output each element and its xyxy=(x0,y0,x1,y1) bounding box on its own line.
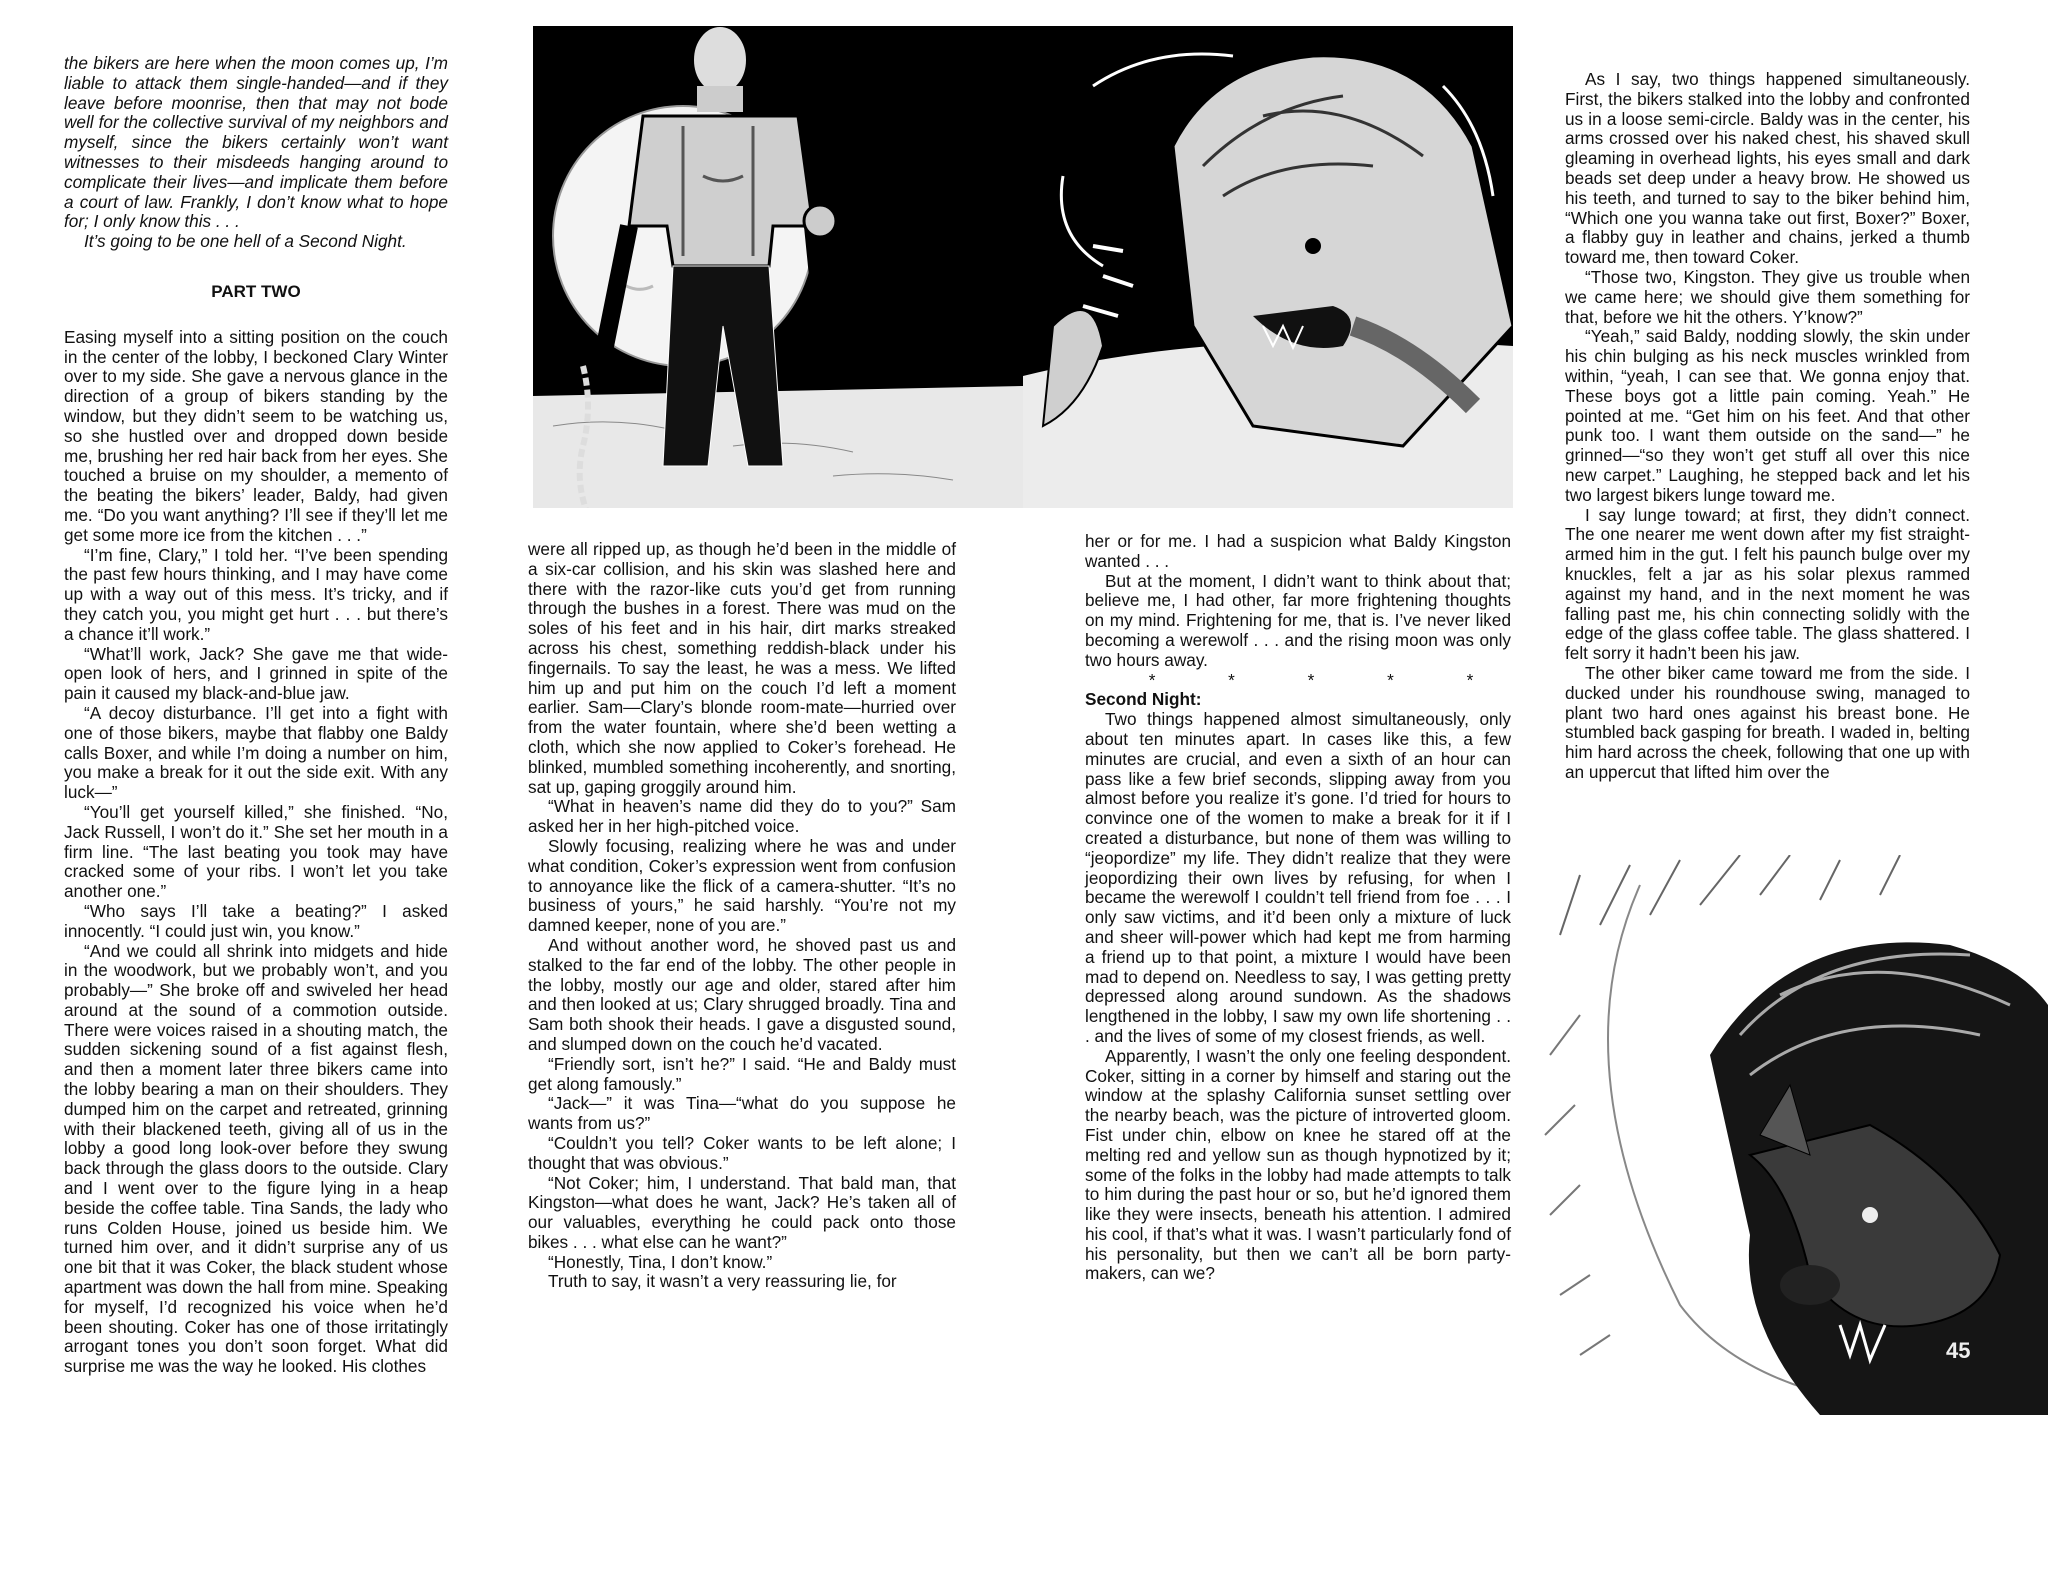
paragraph: Easing myself into a sitting position on the couch in the center of the lobby, I beckoned Clary Winter over to my side. She gave a nervous glance in the direction of a group of bikers standing by the window, but they didn’t seem to be watching us, so she hustled over and dropped down beside me, brushing her red hair back from her eyes. She touched a bruise on my shoulder, a memento of the beating the bikers’ leader, Baldy, had given me. “Do you want anything? I’ll see if they’ll let me get some more ice from the kitchen . . .” xyxy=(64,326,448,545)
paragraph: Slowly focusing, realizing where he was and under what condition, Coker’s expression went from confusion to annoyance like the flick of a camera-shutter. “It’s no business of yours,” he said harshly. “You’re not my damned keeper, none of you are.” xyxy=(528,835,956,936)
intro-paragraph: the bikers are here when the moon comes up, I’m liable to attack them single-handed—and if they leave before moonrise, then that may not bode well for the collective survival of my neighbors and myself, since the bikers certainly won’t want witnesses to their misdeeds hanging around to complicate their lives—and implicate them before a court of law. Frankly, I don’t know what to hope for; I only know this . . . xyxy=(64,53,448,232)
paragraph: Truth to say, it wasn’t a very reassuring lie, for xyxy=(548,1271,897,1292)
column-2 xyxy=(528,540,956,1292)
column-4 xyxy=(1565,70,1970,783)
column-1 xyxy=(64,252,448,1377)
paragraph: “You’ll get yourself killed,” she finished. “No, Jack Russell, I won’t do it.” She set her mouth in a firm line. “The last beating you took may have cracked some of your ribs. I won’t let you take another one.” xyxy=(64,801,448,902)
intro-italic-block xyxy=(64,54,448,252)
paragraph: “What’ll work, Jack? She gave me that wide-open look of hers, and I grinned in spite of the pain it caused my black-and-blue jaw. xyxy=(64,643,448,704)
paragraph: her or for me. I had a suspicion what Baldy Kingston wanted . . . xyxy=(1085,531,1511,571)
illustration-werewolf-head xyxy=(1540,855,2048,1415)
paragraph: Apparently, I wasn’t the only one feeling despondent. Coker, sitting in a corner by himself and staring out the window at the splashy California sunset settling over the nearby beach, was the picture of introverted gloom. Fist under chin, elbow on knee he stared off at the melting red and yellow sun as though hypnotized by it; some of the folks in the lobby had made attempts to talk to him during the past hour or so, but he’d ignored them like they were insects, beneath his attention. I admired his cool, if that’s what it was. I wasn’t particularly fond of his personality, but then we can’t all be born party-makers, can we? xyxy=(1085,1045,1511,1284)
paragraph: “I’m fine, Clary,” I told her. “I’ve been spending the past few hours thinking, and I may have come up with a way out of this mess. It’s tricky, and if they catch you, you might get hurt . . . but there’s a chance it’ll work.” xyxy=(64,544,448,644)
section-break-stars: * * * * * xyxy=(1148,669,1508,690)
paragraph: “Jack—” it was Tina—“what do you suppose he wants from us?” xyxy=(528,1093,956,1134)
paragraph: But at the moment, I didn’t want to think about that; believe me, I had other, far more frightening thoughts on my mind. Frightening for me, that is. I’ve never liked becoming a werewolf . . . and the rising moon was only two hours away. xyxy=(1085,570,1511,670)
illustration-biker xyxy=(533,26,1023,508)
column-3 xyxy=(1085,532,1511,1284)
paragraph: As I say, two things happened simultaneously. First, the bikers stalked into the lobby and confronted us in a loose semi-circle. Baldy was in the center, his arms crossed over his naked chest, his shaved skull gleaming in overhead lights, his eyes small and dark beads set deep under a heavy brow. He showed us his teeth, and turned to say to the biker behind him, “Which one you wanna take out first, Boxer?” Boxer, a flabby guy in leather and chains, jerked a thumb toward me, then toward Coker. xyxy=(1565,69,1970,268)
part-two-heading: PART TWO xyxy=(211,282,301,301)
paragraph: “A decoy disturbance. I’ll get into a fight with one of those bikers, maybe that flabby one Baldy calls Boxer, and while I’m doing a number on him, you make a break for it out the side exit. With any luck—” xyxy=(64,702,448,803)
page-number: 45 xyxy=(1946,1338,1971,1363)
intro-paragraph: It’s going to be one hell of a Second Night. xyxy=(84,231,407,252)
paragraph: “Yeah,” said Baldy, nodding slowly, the skin under his chin bulging as his neck muscles wrinkled from within, “yeah, I can see that. We gonna enjoy that. These boys got a little pain coming. Yeah.” He pointed at me. “Get him on his feet. And that other punk too. I want them outside on the sand—” he grinned—“so they won’t get stuff all over this nice new carpet.” Laughing, he stepped back and let his two largest bikers lunge toward me. xyxy=(1565,326,1970,505)
paragraph: were all ripped up, as though he’d been in the middle of a six-car collision, and his skin was slashed here and there with the razor-like cuts you’d get from running through the bushes in a forest. There was mud on the soles of his feet and in his hair, dirt marks streaked across his chest, something reddish-black under his fingernails. To say the least, he was a mess. We lifted him up and put him on the couch I’d left a moment earlier. Sam—Clary’s blonde room-mate—hurried over from the water fountain, where she’d been wetting a cloth, which she now applied to Coker’s forehead. He blinked, mumbled something incoherently, and snorting, sat up, gaping groggily around him. xyxy=(528,539,956,797)
paragraph: “What in heaven’s name did they do to you?” Sam asked her in her high-pitched voice. xyxy=(528,796,956,837)
paragraph: “Honestly, Tina, I don’t know.” xyxy=(548,1251,773,1272)
illustration-werewolf-transform xyxy=(1023,26,1513,508)
paragraph: “Friendly sort, isn’t he?” I said. “He and Baldy must get along famously.” xyxy=(528,1053,956,1094)
second-night-subhead: Second Night: xyxy=(1085,689,1202,710)
paragraph: I say lunge toward; at first, they didn’t connect. The one nearer me went down after my fist straight-armed him in the gut. I felt his paunch bulge over my knuckles, felt a jar as his solar plexus rammed against my hand, and in the next moment he was falling past me, his chin connecting solidly with the edge of the glass coffee table. The glass shattered. I felt sorry it hadn’t been his jaw. xyxy=(1565,504,1970,664)
paragraph: “Who says I’ll take a beating?” I asked innocently. “I could just win, you know.” xyxy=(64,900,448,941)
paragraph: “Those two, Kingston. They give us trouble when we came here; we should give them something for that, before we hit the others. Y’know?” xyxy=(1565,266,1970,327)
paragraph: “Couldn’t you tell? Coker wants to be left alone; I thought that was obvious.” xyxy=(528,1132,956,1173)
paragraph: “And we could all shrink into midgets and hide in the woodwork, but we probably won’t, and you probably—” She broke off and swiveled her head around at the sound of a commotion outside. There were voices raised in a shouting match, the sudden sickening sound of a fist against flesh, and then a moment later three bikers came into the lobby bearing a man on their shoulders. They dumped him on the carpet and retreated, grinning with their blackened teeth, giving all of us in the lobby a good long look-over before they swung back through the glass doors to the outside. Clary and I went over to the figure lying in a heap beside the coffee table. Tina Sands, the lady who runs Colden House, joined us beside him. We turned him over, and it didn’t surprise any of us one bit that it was Coker, the black student whose apartment was down the hall from mine. Speaking for myself, I’d recognized his voice when he’d been shouting. Coker has one of those irritatingly arrogant tones you don’t soon forget. What did surprise me was the way he looked. His clothes xyxy=(64,940,448,1377)
paragraph: And without another word, he shoved past us and stalked to the far end of the lobby. The other people in the lobby, mostly our age and older, stared after him and then looked at us; Clary shrugged broadly. Tina and Sam both shook their heads. I gave a disgusted sound, and slumped down on the couch he’d vacated. xyxy=(528,934,956,1054)
paragraph: “Not Coker; him, I understand. That bald man, that Kingston—what does he want, Jack? He’s taken all of our valuables, everything he could pack onto those bikes . . . what else can he want?” xyxy=(528,1172,956,1252)
paragraph: Two things happened almost simultaneously, only about ten minutes apart. In cases like this, a few minutes are crucial, and even a sixth of an hour can pass like a few brief seconds, slipping away from you almost before you realize it’s gone. I’d tried for hours to convince one of the women to make a break for it if I created a disturbance, but none of them was willing to “jeopordize” my life. They didn’t realize that they were jeopordizing their own lives by refusing, for when I became the werewolf I couldn’t tell friend from foe . . . I only saw victims, and it’d been only a mixture of luck and sheer will-power which had kept me from harming a friend up to that point, a mixture I would have been mad to depend on. Needless to say, I was getting pretty depressed along around sundown. As the shadows lengthened in the lobby, I saw my own life shortening . . . and the lives of some of my closest friends, as well. xyxy=(1085,709,1511,1046)
paragraph: The other biker came toward me from the side. I ducked under his roundhouse swing, managed to plant two hard ones against his breast bone. He stumbled back gasping for breath. I waded in, belting him hard across the cheek, following that one up with an uppercut that lifted him over the xyxy=(1565,662,1970,782)
